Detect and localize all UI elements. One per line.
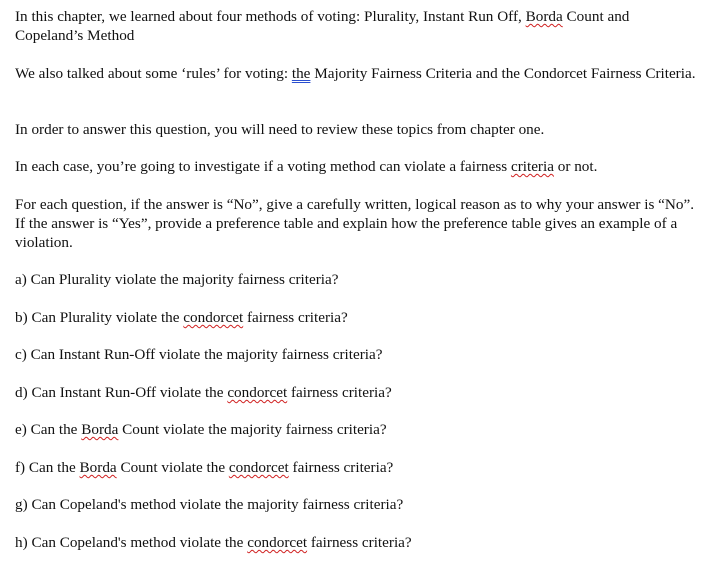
question-d: [15, 384, 699, 403]
instructions-paragraph: For each question, if the answer is “No”, give a carefully written, logical reason as to why your answer is “No”. If the answer is “Yes”, provide a preference table and explain how the preference table gives an example of a violation.: [15, 196, 695, 251]
question-e-text-2: Count violate the majority fairness criteria?: [118, 421, 387, 438]
intro-rules-text-2: Majority Fairness Criteria and the Condorcet Fairness Criteria.: [310, 65, 696, 82]
question-c: c) Can Instant Run-Off violate the majority fairness criteria?: [15, 346, 383, 363]
spellcheck-flag-borda[interactable]: Borda: [525, 8, 563, 25]
spellcheck-flag-criteria[interactable]: criteria: [510, 158, 554, 175]
question-h-text-2: fairness criteria?: [307, 534, 412, 551]
question-e: [15, 421, 699, 440]
intro-rules-paragraph: [15, 65, 699, 84]
question-g: g) Can Copeland's method violate the majority fairness criteria?: [15, 496, 404, 513]
question-b-text-2: fairness criteria?: [243, 309, 348, 326]
spellcheck-flag-condorcet[interactable]: condorcet: [247, 534, 308, 551]
intro-rules-text-1: We also talked about some ‘rules’ for voting:: [15, 65, 292, 82]
review-paragraph: In order to answer this question, you will need to review these topics from chapter one.: [15, 121, 545, 138]
spellcheck-flag-condorcet[interactable]: condorcet: [227, 384, 288, 401]
question-f: [15, 459, 699, 478]
question-f-text-1: f) Can the: [15, 459, 80, 476]
spellcheck-flag-borda[interactable]: Borda: [79, 459, 117, 476]
question-f-text-3: fairness criteria?: [288, 459, 394, 476]
question-a: a) Can Plurality violate the majority fairness criteria?: [15, 271, 339, 288]
question-h-text-1: h) Can Copeland's method violate the: [15, 534, 248, 551]
intro-methods-paragraph: [15, 8, 699, 46]
spellcheck-flag-condorcet[interactable]: condorcet: [228, 459, 289, 476]
question-b: [15, 309, 699, 328]
question-d-text-1: d) Can Instant Run-Off violate the: [15, 384, 228, 401]
question-h: [15, 534, 699, 553]
intro-methods-text-1: In this chapter, we learned about four methods of voting: Plurality, Instant Run Off,: [15, 8, 526, 25]
grammar-flag-the[interactable]: the: [291, 65, 311, 82]
question-d-text-2: fairness criteria?: [287, 384, 392, 401]
each-case-paragraph: [15, 158, 699, 177]
each-case-text-2: or not.: [553, 158, 598, 175]
intro-methods-text-2: Count and Copeland’s Method: [15, 8, 630, 44]
question-f-text-2: Count violate the: [116, 459, 229, 476]
each-case-text-1: In each case, you’re going to investigate if a voting method can violate a fairness: [15, 158, 511, 175]
spellcheck-flag-borda[interactable]: Borda: [81, 421, 119, 438]
spellcheck-flag-condorcet[interactable]: condorcet: [183, 309, 244, 326]
question-b-text-1: b) Can Plurality violate the: [15, 309, 184, 326]
question-e-text-1: e) Can the: [15, 421, 82, 438]
